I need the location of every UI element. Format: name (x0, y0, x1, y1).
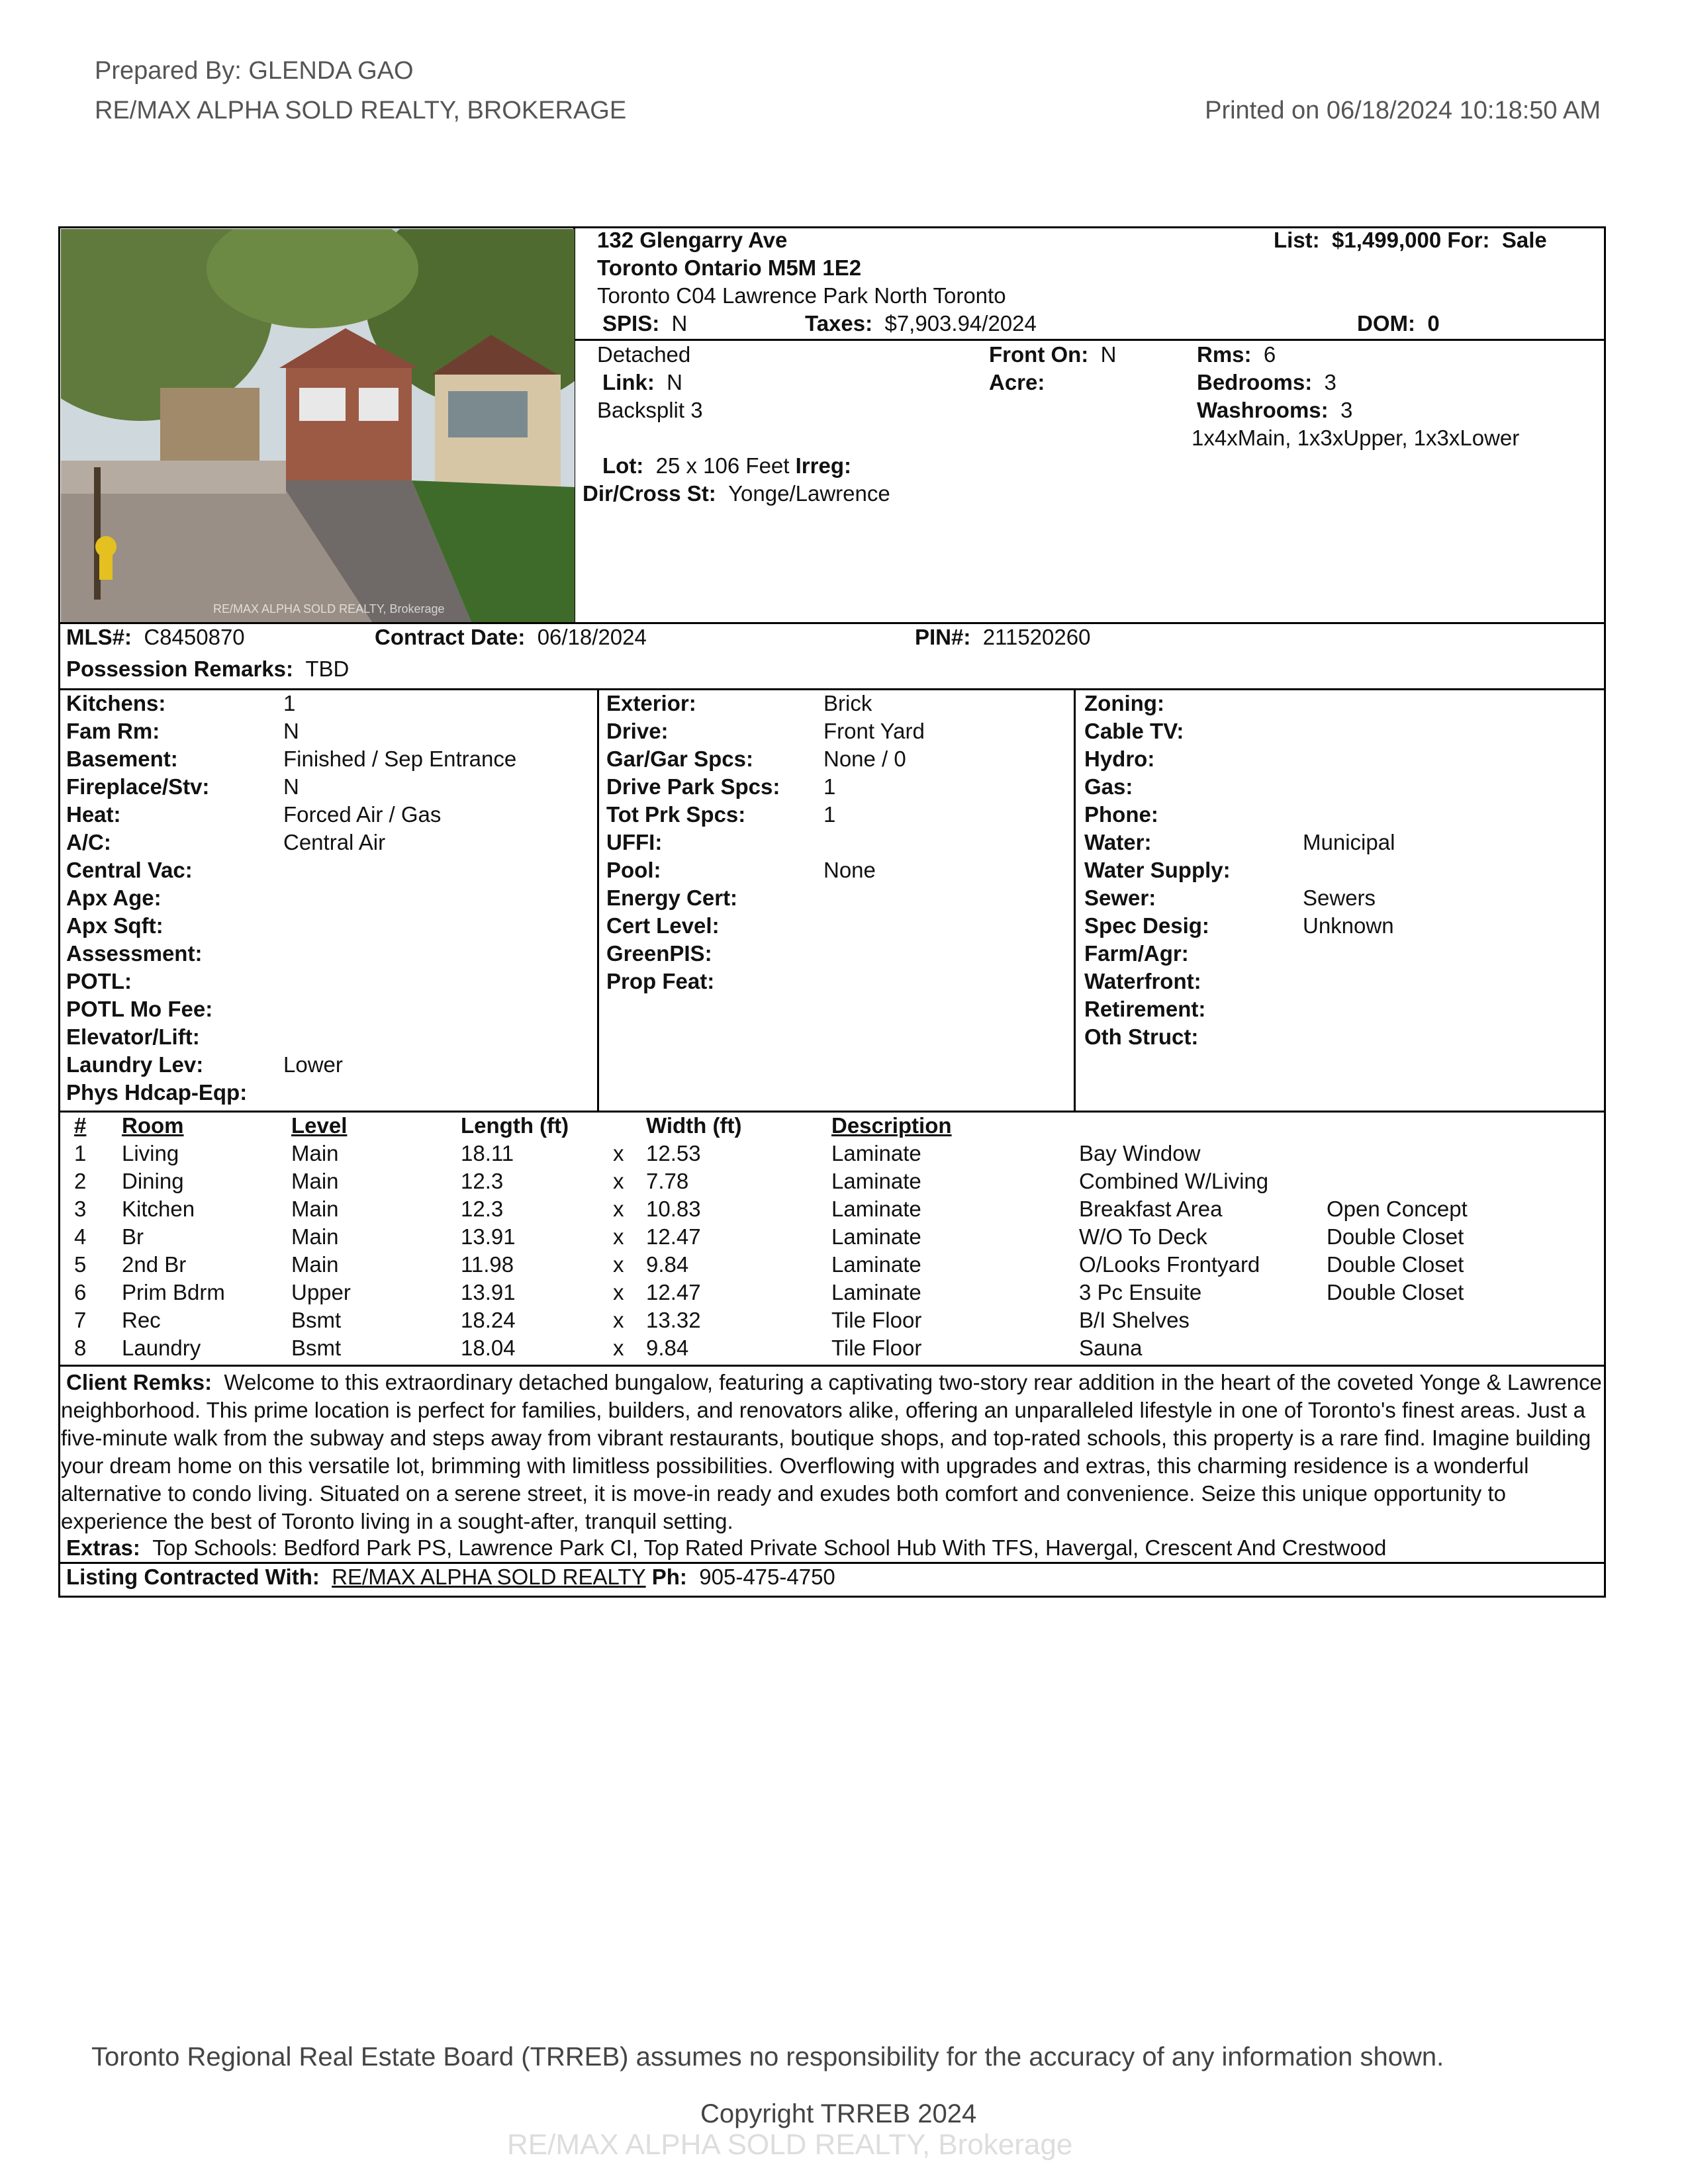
room-cell-room: 2nd Br (122, 1252, 187, 1277)
detail-label: Retirement: (1084, 997, 1206, 1021)
detail-row (1084, 829, 1395, 856)
detail-label: Water Supply: (1084, 858, 1231, 882)
washroom-detail: 1x4xMain, 1x3xUpper, 1x3xLower (1192, 426, 1520, 450)
room-cell-length: 13.91 (461, 1224, 516, 1249)
detail-label: Exterior: (606, 691, 696, 715)
detail-label: Tot Prk Spcs: (606, 802, 746, 827)
detail-row (66, 856, 193, 884)
room-cell-length: 18.11 (461, 1141, 514, 1165)
detail-label: Prop Feat: (606, 969, 715, 993)
detail-label: Waterfront: (1084, 969, 1201, 993)
detail-row (1084, 884, 1376, 912)
detail-label: A/C: (66, 830, 111, 854)
area-line: Toronto C04 Lawrence Park North Toronto (597, 283, 1006, 308)
room-cell-d2: Bay Window (1079, 1141, 1201, 1165)
room-cell-x: x (613, 1224, 624, 1249)
detail-row (1084, 912, 1394, 940)
house-image (61, 229, 575, 622)
room-cell-x: x (613, 1308, 624, 1332)
table-row (66, 1167, 1602, 1195)
room-cell-room: Laundry (122, 1336, 201, 1360)
rooms-header-description: Description (831, 1113, 952, 1138)
detail-value: N (283, 774, 299, 799)
detail-value: 1 (823, 774, 836, 799)
detail-row (1084, 856, 1231, 884)
detail-label: Apx Age: (66, 886, 162, 910)
client-remarks: Client Remks: Welcome to this extraordinary detached bungalow, featuring a captivating two-story rear addition in the heart of the coveted Yonge & Lawrence neighborhood. This prime location is perfect for families, builders, and renovators alike, offering an unparalleled lifestyle in one of Toronto's finest areas. Just a five-minute walk from the subway and steps away from vibrant restaurants, boutique shops, and top-rated schools, this property is a rare find. Imagine building your dream home on this versatile lot, brimming with limitless possibilities. Overflowing with upgrades and extras, this charming residence is a wonderful alternative to condo living. Situated on a serene street, it is move-in ready and exudes both comfort and convenience. Seize this unique opportunity to experience the best of Toronto living in a sought-after, tranquil setting. (61, 1370, 1602, 1533)
contract-date: Contract Date: 06/18/2024 (375, 625, 647, 649)
detail-row (66, 829, 386, 856)
room-cell-level: Main (291, 1224, 339, 1249)
listing-contracted: Listing Contracted With: RE/MAX ALPHA SOLD REALTY Ph: 905-475-4750 (66, 1565, 835, 1589)
detail-value: 1 (823, 802, 836, 827)
room-cell-x: x (613, 1141, 624, 1165)
detail-label: GreenPIS: (606, 941, 712, 966)
room-cell-width: 13.32 (646, 1308, 701, 1332)
room-cell-num: 7 (74, 1308, 87, 1332)
detail-row (1084, 773, 1133, 801)
divider (597, 688, 599, 1112)
detail-label: Central Vac: (66, 858, 193, 882)
detail-row (606, 940, 712, 968)
room-cell-d1: Laminate (831, 1197, 921, 1221)
room-cell-num: 2 (74, 1169, 87, 1193)
address: 132 Glengarry Ave (597, 228, 788, 252)
room-cell-width: 12.47 (646, 1224, 701, 1249)
detail-label: Gar/Gar Spcs: (606, 747, 753, 771)
detail-label: Energy Cert: (606, 886, 738, 910)
room-cell-width: 12.53 (646, 1141, 701, 1165)
room-cell-level: Bsmt (291, 1308, 342, 1332)
table-row (66, 1306, 1602, 1334)
detail-label: Basement: (66, 747, 178, 771)
lot: Lot: 25 x 106 Feet Irreg: (602, 453, 851, 478)
room-cell-d2: Combined W/Living (1079, 1169, 1269, 1193)
detail-label: Fireplace/Stv: (66, 774, 210, 799)
room-cell-width: 12.47 (646, 1280, 701, 1304)
detail-label: Cert Level: (606, 913, 720, 938)
room-cell-room: Kitchen (122, 1197, 195, 1221)
detail-row (606, 801, 836, 829)
spis: SPIS: N (602, 311, 688, 336)
detail-value: 1 (283, 691, 296, 715)
rooms-header-room: Room (122, 1113, 184, 1138)
room-cell-d1: Laminate (831, 1141, 921, 1165)
room-cell-d1: Tile Floor (831, 1336, 922, 1360)
detail-label: UFFI: (606, 830, 663, 854)
detail-row (66, 940, 202, 968)
detail-value: Front Yard (823, 719, 925, 743)
room-cell-d3: Double Closet (1327, 1252, 1464, 1277)
detail-label: Laundry Lev: (66, 1052, 204, 1077)
detail-label: Elevator/Lift: (66, 1024, 200, 1049)
divider (58, 622, 1606, 624)
room-cell-level: Main (291, 1169, 339, 1193)
printed-on: Printed on 06/18/2024 10:18:50 AM (1205, 97, 1601, 124)
room-cell-room: Living (122, 1141, 179, 1165)
room-cell-d2: Sauna (1079, 1336, 1143, 1360)
table-row (66, 1279, 1602, 1306)
detail-row (66, 1051, 343, 1079)
detail-label: Gas: (1084, 774, 1133, 799)
property-type: Detached (597, 342, 691, 367)
washrooms: Washrooms: 3 (1197, 398, 1353, 422)
detail-value: Sewers (1303, 886, 1376, 910)
rooms-header-length: Length (ft) (461, 1113, 569, 1138)
pin-number: PIN#: 211520260 (915, 625, 1091, 649)
detail-value: Lower (283, 1052, 343, 1077)
detail-value: None / 0 (823, 747, 906, 771)
detail-row (606, 690, 872, 717)
detail-row (66, 995, 212, 1023)
rooms-header-num: # (74, 1113, 87, 1138)
room-cell-width: 10.83 (646, 1197, 701, 1221)
detail-label: Pool: (606, 858, 661, 882)
prepared-by: Prepared By: GLENDA GAO (95, 57, 414, 85)
room-cell-num: 1 (74, 1141, 87, 1165)
front-on: Front On: N (989, 342, 1117, 367)
detail-row (1084, 690, 1164, 717)
room-cell-num: 3 (74, 1197, 87, 1221)
detail-label: Water: (1084, 830, 1152, 854)
detail-value: Forced Air / Gas (283, 802, 442, 827)
room-cell-level: Bsmt (291, 1336, 342, 1360)
rooms-header-width: Width (ft) (646, 1113, 742, 1138)
detail-value: Finished / Sep Entrance (283, 747, 517, 771)
detail-row (1084, 1023, 1198, 1051)
detail-row (66, 968, 132, 995)
detail-row (1084, 968, 1201, 995)
link: Link: N (602, 370, 683, 394)
room-cell-d2: W/O To Deck (1079, 1224, 1207, 1249)
detail-row (66, 745, 517, 773)
taxes: Taxes: $7,903.94/2024 (805, 311, 1037, 336)
detail-label: Farm/Agr: (1084, 941, 1189, 966)
room-cell-room: Prim Bdrm (122, 1280, 225, 1304)
detail-label: Apx Sqft: (66, 913, 164, 938)
detail-label: POTL Mo Fee: (66, 997, 213, 1021)
detail-row (66, 717, 299, 745)
detail-row (1084, 940, 1189, 968)
extras: Extras: Top Schools: Bedford Park PS, Lawrence Park CI, Top Rated Private School Hub With TFS, Havergal, Crescent And Crestwood (66, 1535, 1387, 1560)
room-cell-level: Main (291, 1252, 339, 1277)
room-cell-num: 5 (74, 1252, 87, 1277)
detail-row (1084, 745, 1154, 773)
table-row (66, 1334, 1602, 1362)
table-row (66, 1223, 1602, 1251)
city-line: Toronto Ontario M5M 1E2 (597, 255, 862, 280)
room-cell-num: 8 (74, 1336, 87, 1360)
detail-label: POTL: (66, 969, 132, 993)
detail-label: Heat: (66, 802, 121, 827)
room-cell-d2: Breakfast Area (1079, 1197, 1223, 1221)
room-cell-num: 6 (74, 1280, 87, 1304)
room-cell-num: 4 (74, 1224, 87, 1249)
room-cell-length: 12.3 (461, 1169, 504, 1193)
possession-remarks: Possession Remarks: TBD (66, 657, 350, 681)
room-cell-d1: Laminate (831, 1224, 921, 1249)
brokerage-link[interactable]: RE/MAX ALPHA SOLD REALTY (332, 1565, 646, 1589)
room-cell-x: x (613, 1197, 624, 1221)
room-cell-d3: Double Closet (1327, 1224, 1464, 1249)
table-row (66, 1195, 1602, 1223)
room-cell-length: 18.24 (461, 1308, 516, 1332)
detail-label: Fam Rm: (66, 719, 160, 743)
room-cell-width: 9.84 (646, 1252, 689, 1277)
detail-label: Kitchens: (66, 691, 166, 715)
room-cell-x: x (613, 1169, 624, 1193)
client-remarks-text: Welcome to this extraordinary detached bungalow, featuring a captivating two-story rear addition in the heart of the coveted Yonge & Lawrence neighborhood. This prime location is perfect for families, builders, and renovators alike, offering an unparalleled lifestyle in one of Toronto's finest areas. Just a five-minute walk from the subway and steps away from vibrant restaurants, boutique shops, and top-rated schools, this property is a rare find. Imagine building your dream home on this versatile lot, brimming with limitless possibilities. Overflowing with upgrades and extras, this charming residence is a wonderful alternative to condo living. Situated on a serene street, it is move-in ready and exudes both comfort and convenience. Seize this unique opportunity to experience the best of Toronto living in a sought-after, tranquil setting. (61, 1370, 1602, 1533)
list-price: List: $1,499,000 For: Sale (1274, 228, 1547, 252)
detail-label: Hydro: (1084, 747, 1155, 771)
detail-row (606, 773, 836, 801)
cross-street: Dir/Cross St: Yonge/Lawrence (583, 481, 890, 506)
divider (58, 1365, 1606, 1367)
detail-value: Central Air (283, 830, 386, 854)
room-cell-d1: Tile Floor (831, 1308, 922, 1332)
room-cell-x: x (613, 1280, 624, 1304)
room-cell-d3: Open Concept (1327, 1197, 1468, 1221)
detail-row (66, 773, 299, 801)
detail-row (1084, 801, 1158, 829)
room-cell-length: 13.91 (461, 1280, 516, 1304)
disclaimer: Toronto Regional Real Estate Board (TRREB) assumes no responsibility for the accuracy of any information shown. (91, 2042, 1444, 2071)
room-cell-length: 18.04 (461, 1336, 516, 1360)
room-cell-width: 7.78 (646, 1169, 689, 1193)
style: Backsplit 3 (597, 398, 703, 422)
room-cell-x: x (613, 1336, 624, 1360)
divider (1074, 688, 1076, 1112)
room-cell-length: 11.98 (461, 1252, 514, 1277)
brokerage-name: RE/MAX ALPHA SOLD REALTY, BROKERAGE (95, 97, 627, 124)
detail-row (606, 829, 662, 856)
room-cell-length: 12.3 (461, 1197, 504, 1221)
detail-row (606, 717, 925, 745)
detail-row (1084, 717, 1184, 745)
footer-watermark: RE/MAX ALPHA SOLD REALTY, Brokerage (507, 2128, 1073, 2161)
bedrooms: Bedrooms: 3 (1197, 370, 1336, 394)
detail-row (66, 801, 442, 829)
detail-value: Municipal (1303, 830, 1395, 854)
detail-row (66, 1023, 200, 1051)
copyright: Copyright TRREB 2024 (700, 2099, 977, 2128)
detail-row (1084, 995, 1205, 1023)
room-cell-d1: Laminate (831, 1252, 921, 1277)
property-photo[interactable] (61, 229, 575, 622)
room-cell-d2: O/Looks Frontyard (1079, 1252, 1260, 1277)
room-cell-width: 9.84 (646, 1336, 689, 1360)
room-cell-d1: Laminate (831, 1280, 921, 1304)
detail-value: Unknown (1303, 913, 1394, 938)
room-cell-x: x (613, 1252, 624, 1277)
detail-value: N (283, 719, 299, 743)
table-row (66, 1251, 1602, 1279)
detail-row (606, 884, 737, 912)
mls-number: MLS#: C8450870 (66, 625, 245, 649)
room-cell-room: Br (122, 1224, 144, 1249)
detail-row (66, 912, 164, 940)
room-cell-d2: 3 Pc Ensuite (1079, 1280, 1202, 1304)
detail-label: Assessment: (66, 941, 203, 966)
detail-label: Spec Desig: (1084, 913, 1209, 938)
room-cell-level: Upper (291, 1280, 351, 1304)
detail-label: Zoning: (1084, 691, 1164, 715)
room-cell-room: Rec (122, 1308, 161, 1332)
dom: DOM: 0 (1357, 311, 1440, 336)
detail-row (606, 856, 876, 884)
detail-label: Phys Hdcap-Eqp: (66, 1080, 248, 1105)
detail-row (66, 1079, 247, 1107)
detail-row (66, 690, 296, 717)
detail-label: Drive Park Spcs: (606, 774, 780, 799)
room-cell-d3: Double Closet (1327, 1280, 1464, 1304)
detail-row (606, 968, 714, 995)
detail-row (606, 745, 906, 773)
acre: Acre: (989, 370, 1045, 394)
detail-label: Cable TV: (1084, 719, 1184, 743)
phone-number: 905-475-4750 (699, 1565, 835, 1589)
detail-value: Brick (823, 691, 872, 715)
detail-label: Drive: (606, 719, 669, 743)
room-cell-d1: Laminate (831, 1169, 921, 1193)
detail-row (66, 884, 162, 912)
detail-label: Oth Struct: (1084, 1024, 1199, 1049)
photo-watermark: RE/MAX ALPHA SOLD REALTY, Brokerage (213, 602, 445, 615)
detail-row (606, 912, 720, 940)
detail-label: Sewer: (1084, 886, 1156, 910)
room-cell-d2: B/I Shelves (1079, 1308, 1190, 1332)
detail-value: None (823, 858, 876, 882)
room-cell-level: Main (291, 1197, 339, 1221)
rooms-header-level: Level (291, 1113, 348, 1138)
table-row (66, 1140, 1602, 1167)
rooms-count: Rms: 6 (1197, 342, 1276, 367)
detail-label: Phone: (1084, 802, 1158, 827)
room-cell-level: Main (291, 1141, 339, 1165)
room-cell-room: Dining (122, 1169, 184, 1193)
